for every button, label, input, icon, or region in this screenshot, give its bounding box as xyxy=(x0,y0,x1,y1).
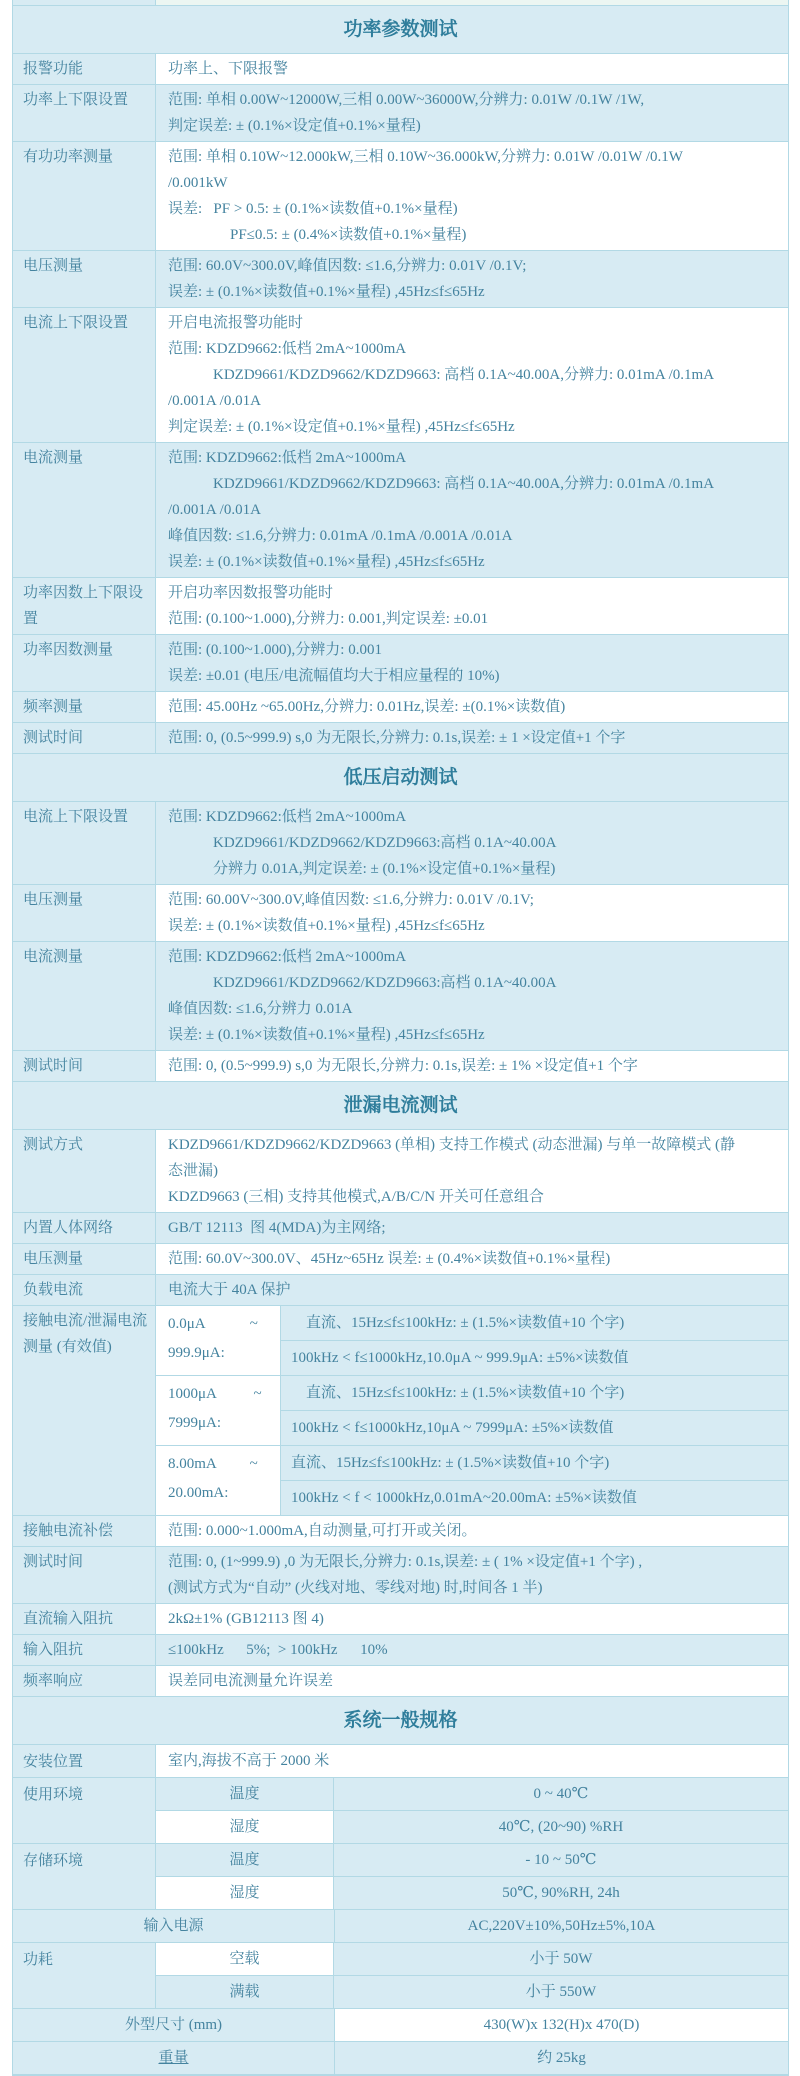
row-value xyxy=(156,885,788,941)
row-label: 接触电流补偿 xyxy=(13,1516,156,1546)
spec-line: KDZD9661/KDZD9662/KDZD9663:高档 0.1A~40.00A xyxy=(213,975,557,991)
row-label: 输入阻抗 xyxy=(13,1635,156,1665)
spec-line: 开启功率因数报警功能时 xyxy=(168,585,334,601)
spec-line: 误差: ± (0.1%×读数值+0.1%×量程) ,45Hz≤f≤65Hz xyxy=(168,918,485,934)
row-label: 电压测量 xyxy=(13,1244,156,1274)
table-row xyxy=(13,2042,788,2075)
leak-current-subtable xyxy=(156,1306,788,1515)
table-row xyxy=(13,723,788,754)
row-label: 功率因数上下限设置 xyxy=(13,578,156,634)
spec-line: 范围: 0.000~1.000mA,自动测量,可打开或关闭。 xyxy=(168,1523,477,1539)
spec-line: KDZD9661/KDZD9662/KDZD9663: 高档 0.1A~40.00A,分辨力: 0.01mA /0.1mA xyxy=(213,476,715,492)
spec-line: 范围: 0, (0.5~999.9) s,0 为无限长,分辨力: 0.1s,误差: ± 1 ×设定值+1 个字 xyxy=(168,730,626,746)
spec-line: 范围: 60.0V~300.0V、45Hz~65Hz 误差: ± (0.4%×读数值+0.1%×量程) xyxy=(168,1251,611,1267)
leak-error-cell: 直流、15Hz≤f≤100kHz: ± (1.5%×读数值+10 个字) xyxy=(281,1306,788,1341)
row-value xyxy=(156,1516,788,1546)
row-label: 有功功率测量 xyxy=(13,142,156,250)
row-label: 负载电流 xyxy=(13,1275,156,1305)
leak-range-line: 20.00mA: xyxy=(168,1485,229,1501)
table-row xyxy=(13,1244,788,1275)
row-value xyxy=(156,443,788,577)
section-3 xyxy=(13,1697,788,2075)
weight-link-label[interactable]: 重量 xyxy=(13,2042,335,2074)
table-row xyxy=(13,1213,788,1244)
spec-line: 范围: KDZD9662:低档 2mA~1000mA xyxy=(168,809,407,825)
spec-line: 2kΩ±1% (GB12113 图 4) xyxy=(168,1611,324,1627)
spec-line: /0.001kW xyxy=(168,175,228,191)
spec-line: 误差: ± (0.1%×读数值+0.1%×量程) ,45Hz≤f≤65Hz xyxy=(168,284,485,300)
table-row xyxy=(13,1844,788,1910)
spec-line: 范围: 60.00V~300.0V,峰值因数: ≤1.6,分辨力: 0.01V /0.1V; xyxy=(168,892,534,908)
spec-line: 峰值因数: ≤1.6,分辨力 0.01A xyxy=(168,1001,353,1017)
row-value xyxy=(156,54,788,84)
spec-line: 峰值因数: ≤1.6,分辨力: 0.01mA /0.1mA /0.001A /0.01A xyxy=(168,528,513,544)
row-value xyxy=(156,1635,788,1665)
sub-row xyxy=(156,1844,788,1877)
section-0 xyxy=(13,6,788,754)
leak-range-line: 8.00mA ~ xyxy=(168,1456,258,1472)
leak-error-cell: 100kHz < f < 1000kHz,0.01mA~20.00mA: ±5%×读数值 xyxy=(281,1481,788,1515)
sub-rows xyxy=(156,1943,788,2008)
row-value xyxy=(156,1275,788,1305)
row-value xyxy=(156,85,788,141)
leak-error-cell: 100kHz < f≤1000kHz,10μA ~ 7999μA: ±5%×读数值 xyxy=(281,1411,788,1445)
row-value: AC,220V±10%,50Hz±5%,10A xyxy=(335,1910,788,1942)
spec-line: 范围: 0, (0.5~999.9) s,0 为无限长,分辨力: 0.1s,误差: ± 1% ×设定值+1 个字 xyxy=(168,1058,638,1074)
table-row xyxy=(13,1547,788,1604)
section-title: 低压启动测试 xyxy=(13,754,788,802)
spec-line: 误差: ± (0.1%×读数值+0.1%×量程) ,45Hz≤f≤65Hz xyxy=(168,1027,485,1043)
table-row xyxy=(13,1275,788,1306)
leak-error-cells xyxy=(281,1306,788,1375)
spec-line: KDZD9661/KDZD9662/KDZD9663: 高档 0.1A~40.00A,分辨力: 0.01mA /0.1mA xyxy=(213,367,715,383)
row-value xyxy=(156,578,788,634)
row-label: 电流上下限设置 xyxy=(13,802,156,884)
spec-line: 误差: ± (0.1%×读数值+0.1%×量程) ,45Hz≤f≤65Hz xyxy=(168,554,485,570)
leak-error-cells xyxy=(281,1446,788,1515)
table-row xyxy=(13,443,788,578)
spec-line: KDZD9661/KDZD9662/KDZD9663 (单相) 支持工作模式 (动态泄漏) 与单一故障模式 (静 xyxy=(168,1137,736,1153)
table-row xyxy=(13,885,788,942)
leak-error-cells xyxy=(281,1376,788,1445)
sub-rows xyxy=(156,1844,788,1909)
row-value xyxy=(156,308,788,442)
sub-row xyxy=(156,1943,788,1976)
row-label: 安装位置 xyxy=(13,1745,156,1777)
row-label: 电流测量 xyxy=(13,443,156,577)
row-label: 存储环境 xyxy=(13,1844,156,1909)
row-label: 使用环境 xyxy=(13,1778,156,1843)
table-row xyxy=(13,1130,788,1213)
row-label: 测试方式 xyxy=(13,1130,156,1212)
leak-range-cell xyxy=(156,1446,281,1515)
spec-line: /0.001A /0.01A xyxy=(168,502,261,518)
row-value xyxy=(156,1604,788,1634)
row-label: 接触电流/泄漏电流测量 (有效值) xyxy=(13,1306,156,1515)
row-label: 功耗 xyxy=(13,1943,156,2008)
spec-line: 判定误差: ± (0.1%×设定值+0.1%×量程) ,45Hz≤f≤65Hz xyxy=(168,419,515,435)
leak-group xyxy=(156,1446,788,1515)
spec-line: 功率上、下限报警 xyxy=(168,61,289,77)
table-row xyxy=(13,1778,788,1844)
row-value xyxy=(156,635,788,691)
section-title: 系统一般规格 xyxy=(13,1697,788,1745)
spec-line: 范围: KDZD9662:低档 2mA~1000mA xyxy=(168,949,407,965)
table-row xyxy=(13,85,788,142)
section-1 xyxy=(13,754,788,1082)
sub-value: 40℃, (20~90) %RH xyxy=(334,1811,788,1843)
spec-line: 态泄漏) xyxy=(168,1163,218,1179)
leak-error-cell: 直流、15Hz≤f≤100kHz: ± (1.5%×读数值+10 个字) xyxy=(281,1446,788,1481)
sub-value: 小于 50W xyxy=(334,1943,788,1975)
row-value xyxy=(156,1666,788,1696)
row-value xyxy=(156,692,788,722)
spec-line: 开启电流报警功能时 xyxy=(168,315,304,331)
leak-group xyxy=(156,1306,788,1376)
spec-line: 误差: ±0.01 (电压/电流幅值均大于相应量程的 10%) xyxy=(168,668,500,684)
sub-value: 50℃, 90%RH, 24h xyxy=(334,1877,788,1909)
table-row xyxy=(13,1943,788,2009)
row-label: 电压测量 xyxy=(13,885,156,941)
table-row xyxy=(13,692,788,723)
row-value: 室内,海拔不高于 2000 米 xyxy=(156,1745,788,1777)
section-2 xyxy=(13,1082,788,1697)
sub-value: 0 ~ 40℃ xyxy=(334,1778,788,1810)
row-label: 测试时间 xyxy=(13,1051,156,1081)
row-label: 外型尺寸 (mm) xyxy=(13,2009,335,2041)
spec-line: 范围: (0.100~1.000),分辨力: 0.001 xyxy=(168,642,382,658)
sub-row xyxy=(156,1877,788,1909)
spec-line: 电流大于 40A 保护 xyxy=(168,1282,291,1298)
table-row xyxy=(13,1051,788,1082)
row-label: 频率响应 xyxy=(13,1666,156,1696)
table-row xyxy=(13,1635,788,1666)
table-row xyxy=(13,308,788,443)
spec-line: 误差同电流测量允许误差 xyxy=(168,1673,334,1689)
section-title: 功率参数测试 xyxy=(13,6,788,54)
spec-line: GB/T 12113 图 4(MDA)为主网络; xyxy=(168,1220,386,1236)
row-value xyxy=(156,1213,788,1243)
table-row xyxy=(13,251,788,308)
row-value: 430(W)x 132(H)x 470(D) xyxy=(335,2009,788,2041)
spec-line: 判定误差: ± (0.1%×设定值+0.1%×量程) xyxy=(168,118,421,134)
sub-label: 湿度 xyxy=(156,1877,334,1909)
sub-value: - 10 ~ 50℃ xyxy=(334,1844,788,1876)
sub-label: 温度 xyxy=(156,1844,334,1876)
row-label: 测试时间 xyxy=(13,723,156,753)
leak-range-line: 1000μA ~ xyxy=(168,1386,262,1402)
leak-error-cell: 直流、15Hz≤f≤100kHz: ± (1.5%×读数值+10 个字) xyxy=(281,1376,788,1411)
leak-range-cell xyxy=(156,1306,281,1375)
row-value xyxy=(156,1051,788,1081)
table-row xyxy=(13,1306,788,1516)
sub-row xyxy=(156,1976,788,2008)
section-title: 泄漏电流测试 xyxy=(13,1082,788,1130)
table-row xyxy=(13,578,788,635)
sub-label: 满载 xyxy=(156,1976,334,2008)
row-label: 电流测量 xyxy=(13,942,156,1050)
spec-line: 范围: (0.100~1.000),分辨力: 0.001,判定误差: ±0.01 xyxy=(168,611,489,627)
table-row xyxy=(13,54,788,85)
row-label: 输入电源 xyxy=(13,1910,335,1942)
sub-label: 温度 xyxy=(156,1778,334,1810)
table-row xyxy=(13,1604,788,1635)
spec-line: 误差: PF > 0.5: ± (0.1%×读数值+0.1%×量程) xyxy=(168,201,458,217)
spec-line: 范围: 0, (1~999.9) ,0 为无限长,分辨力: 0.1s,误差: ± ( 1% ×设定值+1 个字) , xyxy=(168,1554,643,1570)
row-value xyxy=(156,802,788,884)
row-value xyxy=(156,723,788,753)
leak-range-line: 7999μA: xyxy=(168,1415,222,1431)
spec-line: 范围: 单相 0.10W~12.000kW,三相 0.10W~36.000kW,分辨力: 0.01W /0.01W /0.1W xyxy=(168,149,683,165)
row-label: 直流输入阻抗 xyxy=(13,1604,156,1634)
row-label: 频率测量 xyxy=(13,692,156,722)
leak-group xyxy=(156,1376,788,1446)
row-value xyxy=(156,1244,788,1274)
row-label: 电流上下限设置 xyxy=(13,308,156,442)
table-row xyxy=(13,1910,788,1943)
spec-line: 范围: KDZD9662:低档 2mA~1000mA xyxy=(168,450,407,466)
row-label: 功率因数测量 xyxy=(13,635,156,691)
row-value: 约 25kg xyxy=(335,2042,788,2074)
spec-line: 范围: 单相 0.00W~12000W,三相 0.00W~36000W,分辨力: 0.01W /0.1W /1W, xyxy=(168,92,645,108)
sub-value: 小于 550W xyxy=(334,1976,788,2008)
row-value xyxy=(156,942,788,1050)
spec-line: 范围: 60.0V~300.0V,峰值因数: ≤1.6,分辨力: 0.01V /0.1V; xyxy=(168,258,527,274)
table-row xyxy=(13,1516,788,1547)
spec-line: (测试方式为“自动” (火线对地、零线对地) 时,时间各 1 半) xyxy=(168,1580,543,1596)
sub-rows xyxy=(156,1778,788,1843)
table-row xyxy=(13,1745,788,1778)
row-value xyxy=(156,1130,788,1212)
sub-label: 空载 xyxy=(156,1943,334,1975)
partial-row-value-cell xyxy=(156,0,788,5)
row-value xyxy=(156,251,788,307)
spec-line: PF≤0.5: ± (0.4%×读数值+0.1%×量程) xyxy=(230,227,467,243)
table-row xyxy=(13,802,788,885)
table-row xyxy=(13,635,788,692)
spec-line: KDZD9663 (三相) 支持其他模式,A/B/C/N 开关可任意组合 xyxy=(168,1189,544,1205)
row-value xyxy=(156,1547,788,1603)
row-label: 内置人体网络 xyxy=(13,1213,156,1243)
spec-line: /0.001A /0.01A xyxy=(168,393,261,409)
row-label: 电压测量 xyxy=(13,251,156,307)
spec-line: 分辨力 0.01A,判定误差: ± (0.1%×设定值+0.1%×量程) xyxy=(213,861,556,877)
table-row xyxy=(13,2009,788,2042)
partial-row-label-cell xyxy=(13,0,156,5)
leak-error-cell: 100kHz < f≤1000kHz,10.0μA ~ 999.9μA: ±5%×读数值 xyxy=(281,1341,788,1375)
leak-range-line: 999.9μA: xyxy=(168,1345,225,1361)
leak-range-line: 0.0μA ~ xyxy=(168,1316,258,1332)
row-value xyxy=(156,142,788,250)
table-row xyxy=(13,142,788,251)
spec-line: 范围: KDZD9662:低档 2mA~1000mA xyxy=(168,341,407,357)
sub-row xyxy=(156,1778,788,1811)
sub-label: 湿度 xyxy=(156,1811,334,1843)
row-label: 测试时间 xyxy=(13,1547,156,1603)
spec-line: KDZD9661/KDZD9662/KDZD9663:高档 0.1A~40.00A xyxy=(213,835,557,851)
row-label: 功率上下限设置 xyxy=(13,85,156,141)
spec-table xyxy=(12,0,789,2076)
table-row xyxy=(13,942,788,1051)
row-label: 报警功能 xyxy=(13,54,156,84)
sub-row xyxy=(156,1811,788,1843)
spec-line: 范围: 45.00Hz ~65.00Hz,分辨力: 0.01Hz,误差: ±(0.1%×读数值) xyxy=(168,699,566,715)
table-row xyxy=(13,1666,788,1697)
leak-range-cell xyxy=(156,1376,281,1445)
spec-line: ≤100kHz 5%; > 100kHz 10% xyxy=(168,1642,388,1658)
